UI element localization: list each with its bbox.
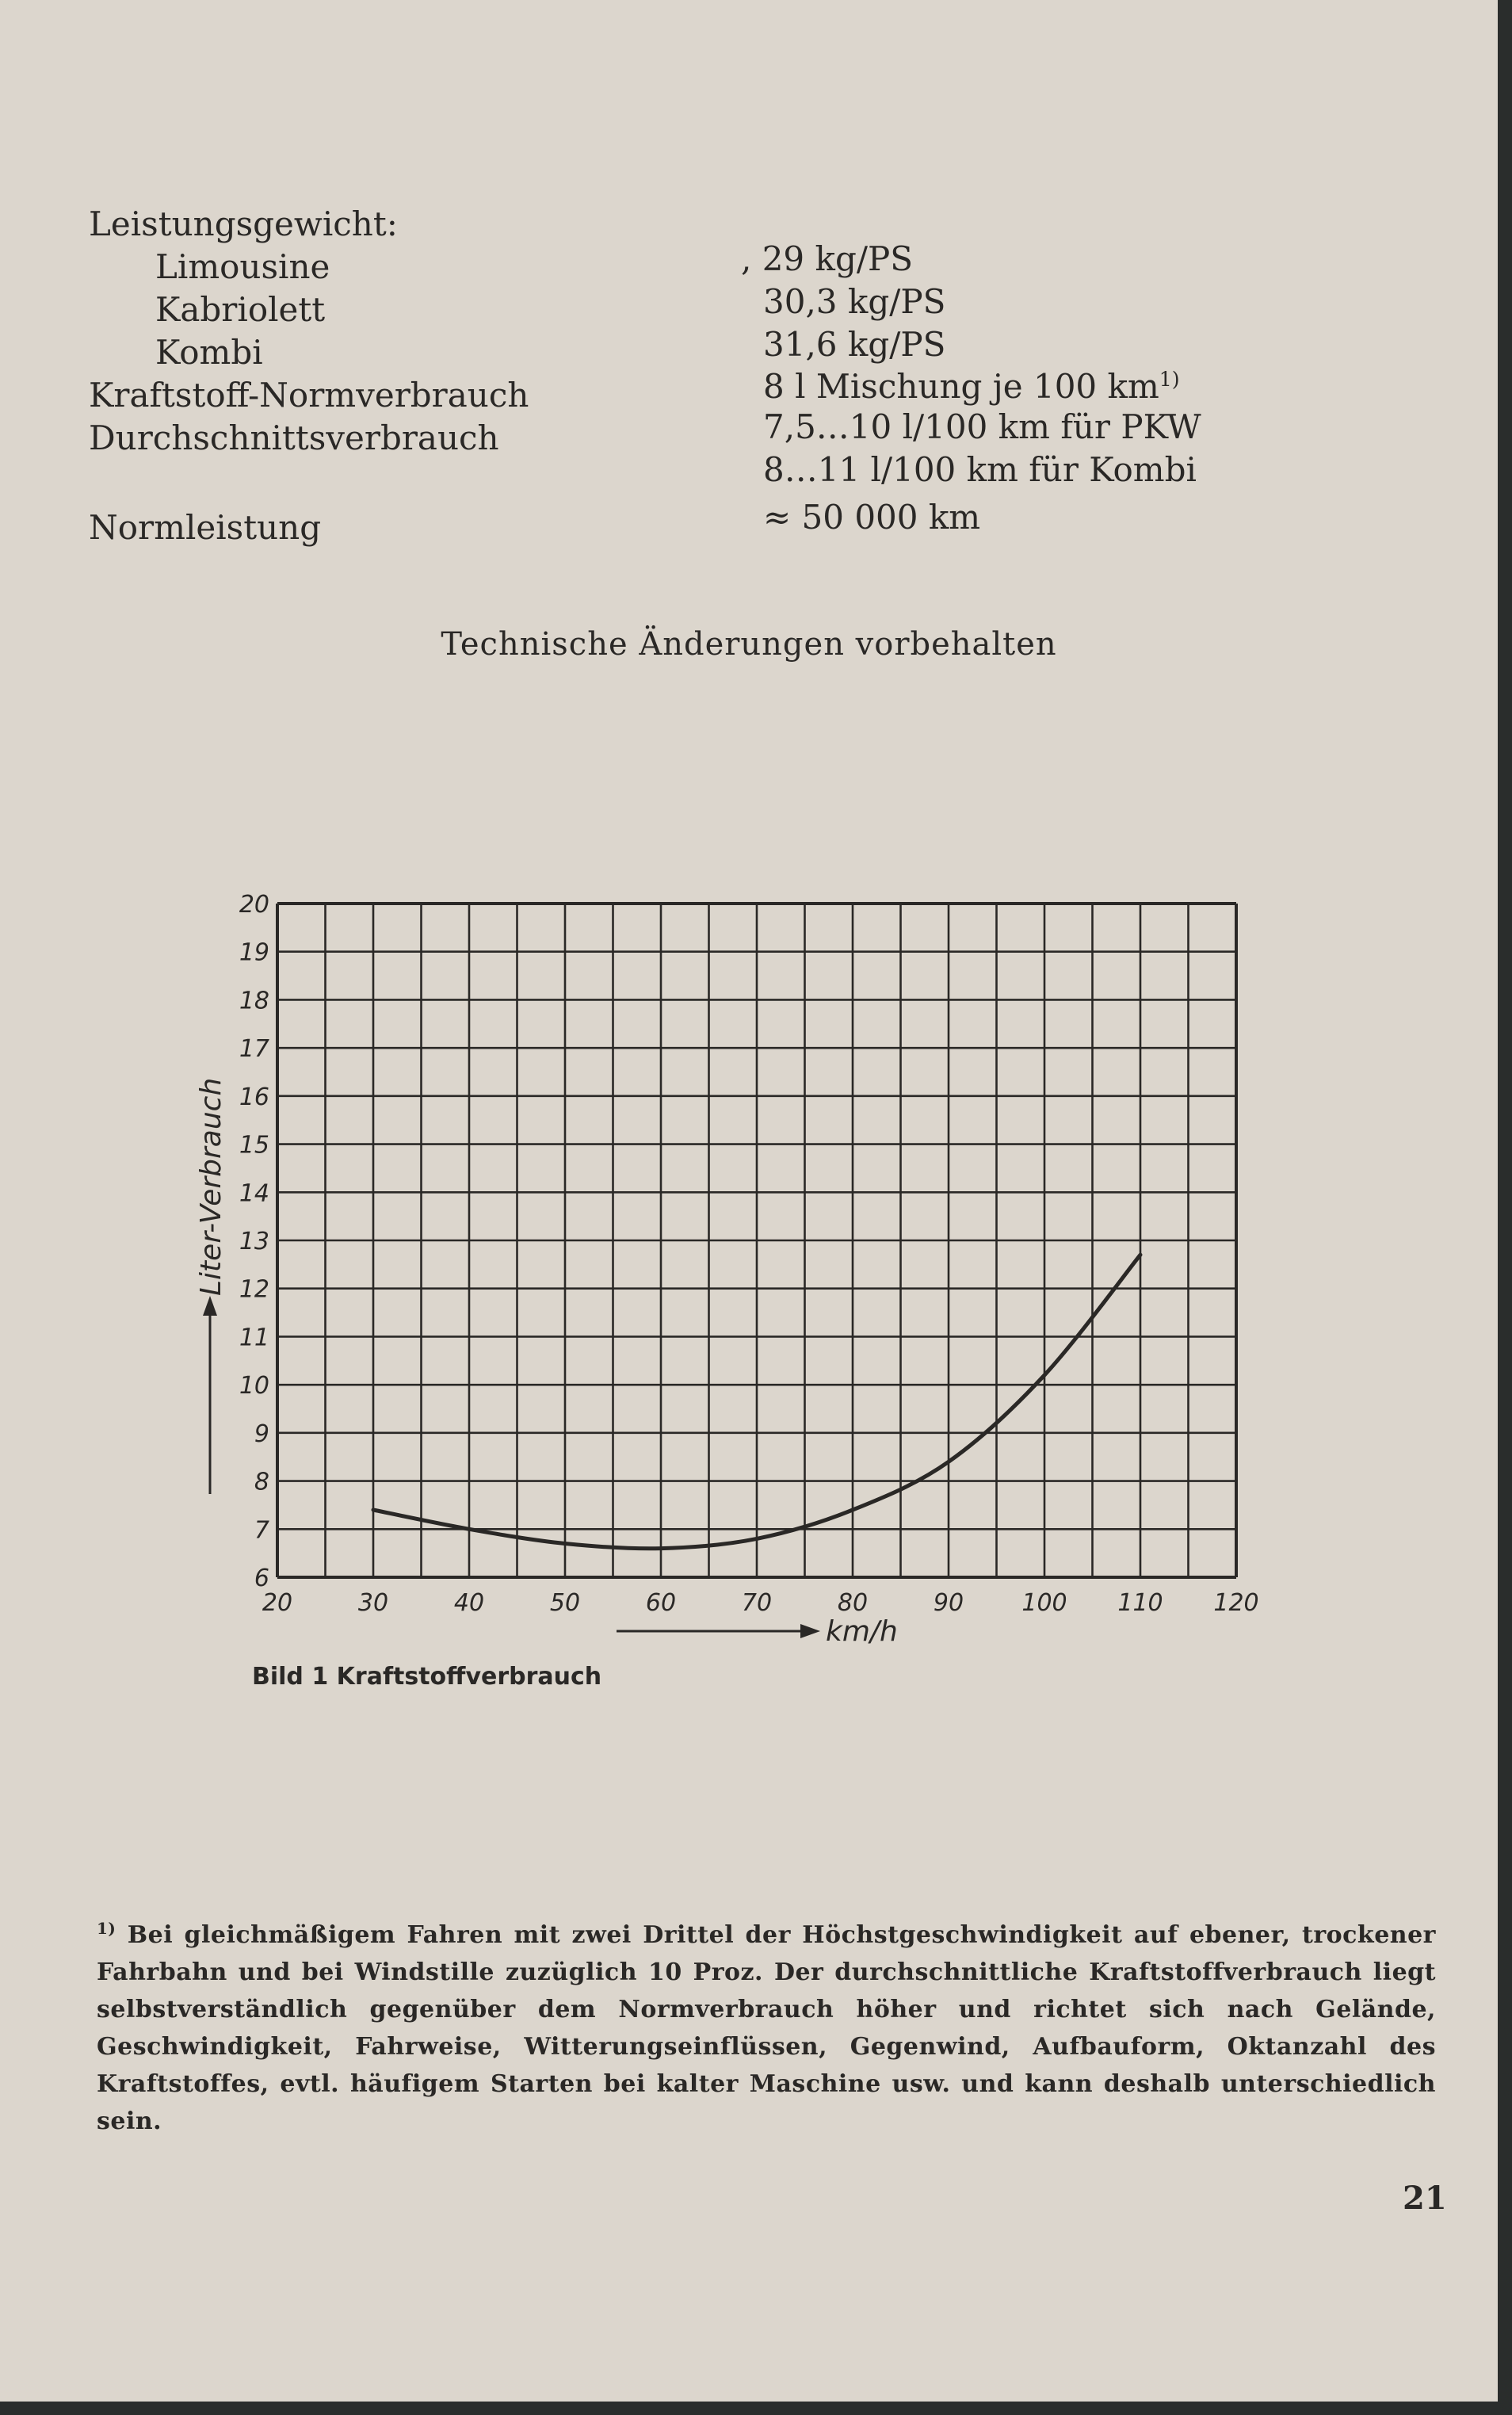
y-axis-arrow-head: [203, 1296, 217, 1316]
avg-consumption-pkw: 7,5…10 l/100 km für PKW: [763, 407, 1201, 446]
avg-consumption-label: Durchschnittsverbrauch: [89, 418, 499, 457]
technical-changes-remark: Technische Änderungen vorbehalten: [441, 626, 1057, 663]
avg-consumption-kombi: 8…11 l/100 km für Kombi: [763, 450, 1197, 489]
footnote-marker: 1): [97, 1919, 116, 1938]
y-tick-label: 15: [239, 1131, 269, 1160]
x-tick-label: 30: [357, 1589, 389, 1617]
x-tick-label: 50: [549, 1589, 581, 1617]
x-axis-label: km/h: [826, 1615, 898, 1648]
x-tick-label: 90: [933, 1589, 964, 1617]
fuel-consumption-chart: [158, 880, 1300, 1664]
y-tick-label: 20: [239, 891, 269, 919]
footnote: [97, 1910, 1436, 2140]
norm-performance-label: Normleistung: [89, 508, 322, 547]
kombi-label: Kombi: [155, 333, 263, 372]
y-tick-label: 17: [239, 1035, 269, 1064]
chart-grid: [277, 904, 1236, 1577]
footnote-reference: 1): [1159, 368, 1180, 391]
norm-consumption-value: [763, 367, 1180, 406]
page-number: 21: [1403, 2180, 1447, 2217]
kombi-value: 31,6 kg/PS: [763, 325, 946, 364]
limousine-label: Limousine: [155, 247, 330, 286]
x-tick-label: 70: [741, 1589, 773, 1617]
footnote-text: Bei gleichmäßigem Fahren mit zwei Drittel der Höchstgeschwindigkeit auf ebener, trockener Fahrbahn und bei Windstille zuzüglich 10 Proz. Der durchschnittliche Kraftstoffverbrauch liegt selbstverständlich gegenüber dem Normverbrauch höher und richtet sich nach Gelände, Geschwindigkeit, Fahrweise, Witterungseinflüssen, Gegenwind, Aufbauform, Oktanzahl des Kraftstoffes, evtl. häufigem Starten bei kalter Maschine usw. und kann deshalb unterschiedlich sein.: [97, 1921, 1436, 2135]
x-axis-ticks: [262, 1589, 1259, 1617]
y-tick-label: 8: [254, 1468, 269, 1496]
figure-caption: Bild 1 Kraftstoffverbrauch: [252, 1663, 602, 1691]
x-tick-label: 100: [1021, 1589, 1067, 1617]
y-axis-label: Liter-Verbrauch: [195, 1077, 227, 1296]
y-tick-label: 10: [239, 1372, 269, 1400]
norm-consumption-label: Kraftstoff-Normverbrauch: [89, 376, 529, 415]
kabriolett-value: 30,3 kg/PS: [763, 282, 946, 321]
x-axis-arrow-head: [800, 1624, 820, 1638]
y-tick-label: 12: [239, 1275, 269, 1304]
x-tick-label: 110: [1117, 1589, 1163, 1617]
y-tick-label: 6: [254, 1565, 269, 1592]
x-tick-label: 120: [1213, 1589, 1259, 1617]
norm-performance-value: ≈ 50 000 km: [763, 498, 981, 537]
weight-label: Leistungsgewicht:: [89, 204, 398, 243]
x-tick-label: 60: [645, 1589, 677, 1617]
y-tick-label: 13: [239, 1228, 269, 1255]
y-tick-label: 7: [254, 1516, 269, 1545]
y-tick-label: 16: [239, 1083, 269, 1111]
y-tick-label: 9: [254, 1420, 269, 1448]
y-tick-label: 19: [239, 938, 269, 967]
x-tick-label: 40: [453, 1589, 485, 1617]
limousine-value: , 29 kg/PS: [741, 239, 914, 278]
y-tick-label: 18: [239, 987, 269, 1015]
kabriolett-label: Kabriolett: [155, 290, 326, 329]
y-tick-label: 14: [239, 1179, 269, 1208]
y-axis-title: [195, 1078, 227, 1494]
x-axis-title: [617, 1615, 898, 1648]
x-tick-label: 20: [262, 1589, 293, 1617]
norm-consumption-text: 8 l Mischung je 100 km: [763, 367, 1159, 406]
y-tick-label: 11: [239, 1324, 269, 1352]
x-tick-label: 80: [837, 1589, 869, 1617]
y-axis-ticks: [239, 891, 269, 1592]
